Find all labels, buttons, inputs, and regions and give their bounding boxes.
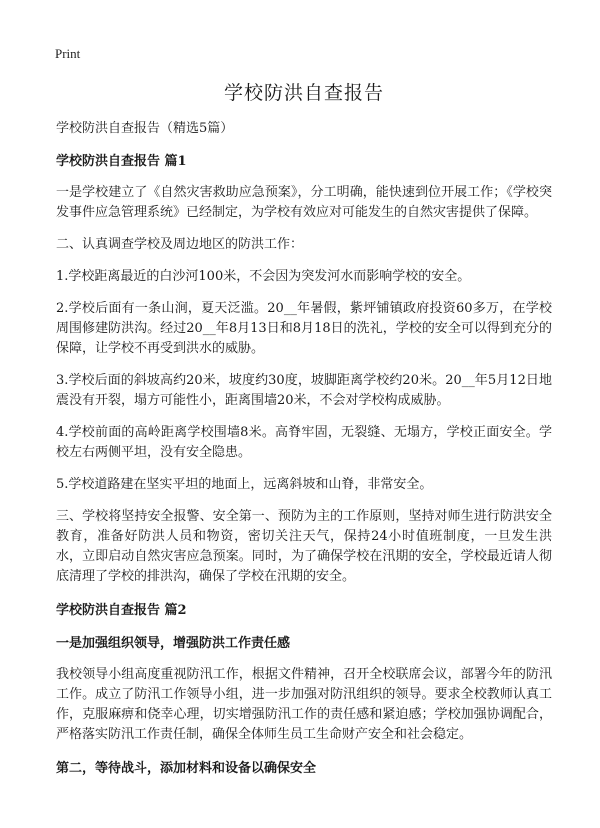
page-title: 学校防洪自查报告 <box>223 82 384 104</box>
report-document <box>56 78 552 790</box>
section-1-paragraph: 3.学校后面的斜坡高约20米，坡度约30度，坡脚距离学校约20米。20__年5月12日地震没有开裂，塌方可能性小，距离围墙20米，不会对学校构成威胁。 <box>56 373 552 408</box>
section-1-paragraph: 5.学校道路建在坚实平坦的地面上，远离斜坡和山脊，非常安全。 <box>56 477 433 492</box>
print-link[interactable]: Print <box>55 46 81 61</box>
section-1-paragraph: 三、学校将坚持安全报警、安全第一、预防为主的工作原则，坚持对师生进行防洪安全教育，准备好防洪人员和物资，密切关注天气，保持24小时值班制度，一旦发生洪水，立即启动自然灾害应急预案。同时，为了确保学校在汛期的安全，学校最近请人彻底清理了学校的排洪沟，确保了学校在汛期的安全。 <box>56 509 552 584</box>
section-2-paragraph: 我校领导小组高度重视防汛工作，根据文件精神，召开全校联席会议，部署今年的防汛工作。成立了防汛工作领导小组，进一步加强对防汛组织的领导。要求全校教师认真工作，克服麻痹和侥幸心理，切实增强防汛工作的责任感和紧迫感；学校加强协调配合，严格落实防汛工作责任制，确保全体师生员工生命财产安全和社会稳定。 <box>56 667 552 742</box>
section-1-paragraph: 1.学校距离最近的白沙河100米，不会因为突发河水而影响学校的安全。 <box>56 269 471 284</box>
section-1-paragraph: 一是学校建立了《自然灾害救助应急预案》，分工明确，能快速到位开展工作；《学校突发事件应急管理系统》已经制定，为学校有效应对可能发生的自然灾害提供了保障。 <box>56 185 552 220</box>
section-1-heading: 学校防洪自查报告 篇1 <box>56 154 187 169</box>
section-2-heading: 学校防洪自查报告 篇2 <box>56 603 187 618</box>
section-1-paragraph: 2.学校后面有一条山涧，夏天泛滥。20__年暑假，紫坪铺镇政府投资60多万，在学校周围修建防洪沟。经过20__年8月13日和8月18日的洗礼，学校的安全可以得到充分的保障，让学校不再受到洪水的威胁。 <box>56 301 552 356</box>
section-2-subheading: 一是加强组织领导，增强防洪工作责任感 <box>56 636 291 651</box>
section-2-subheading: 第二，等待战斗，添加材料和设备以确保安全 <box>56 761 317 776</box>
section-1-paragraph: 二、认真调查学校及周边地区的防洪工作： <box>56 237 304 252</box>
section-1-paragraph: 4.学校前面的高岭距离学校围墙8米。高脊牢固，无裂缝、无塌方，学校正面安全。学校左右两侧平坦，没有安全隐患。 <box>56 425 552 460</box>
report-subtitle: 学校防洪自查报告（精选5篇） <box>56 121 234 136</box>
